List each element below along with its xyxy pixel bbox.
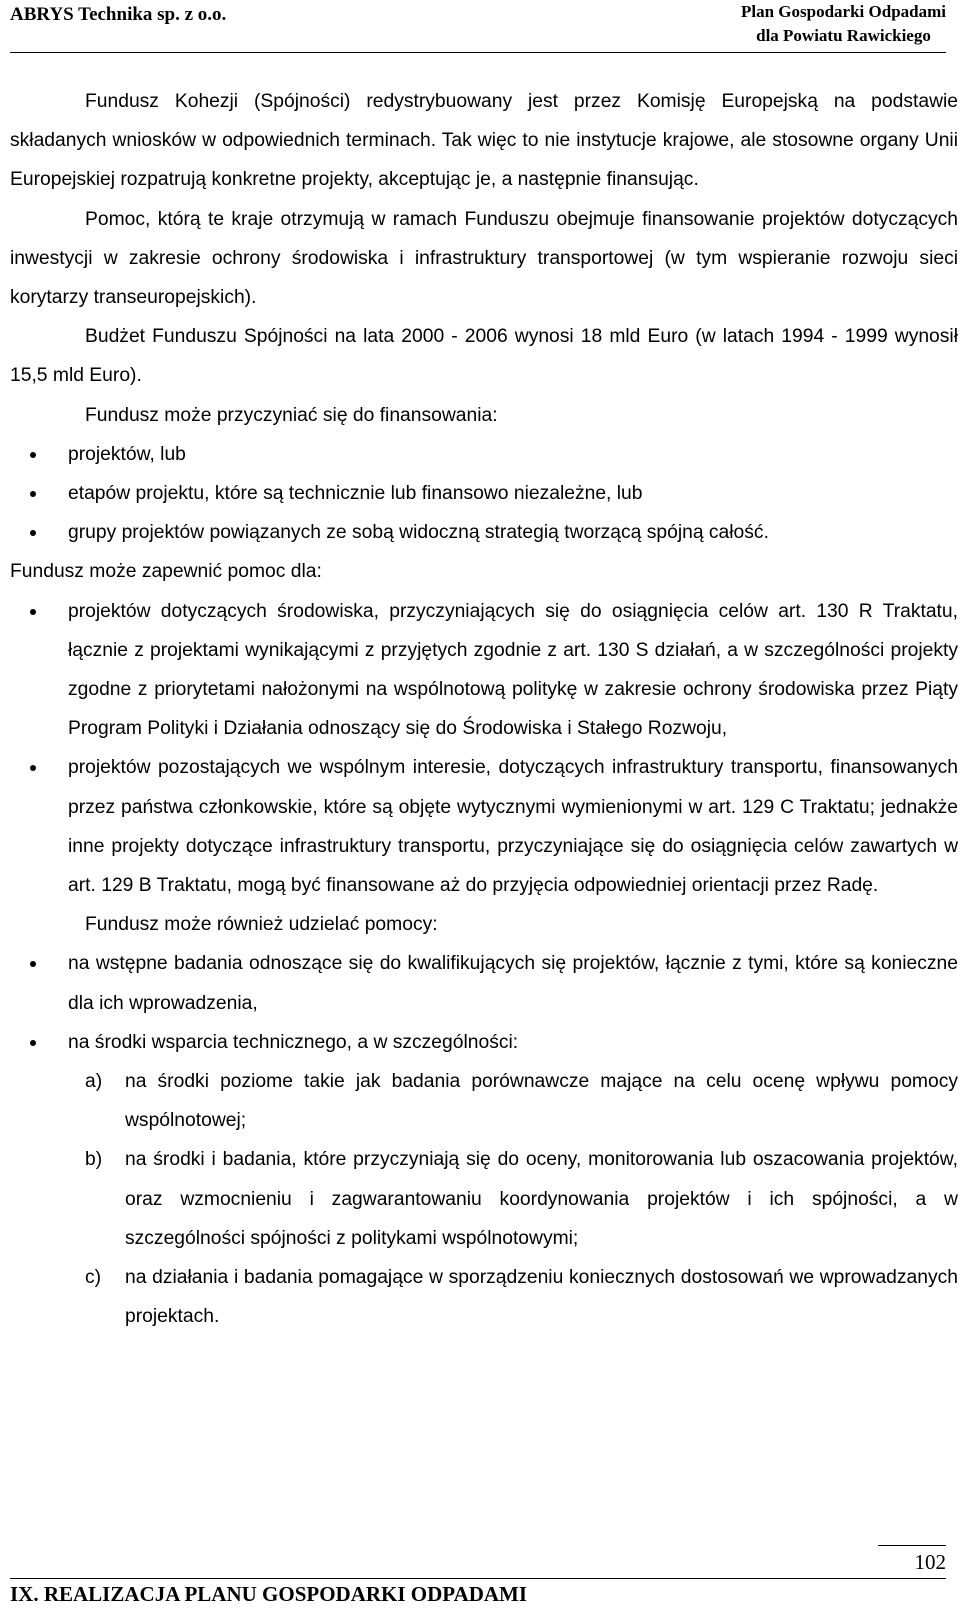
page-header (10, 0, 946, 53)
sublist-marker: a) (85, 1071, 103, 1093)
sublist-item (68, 1140, 958, 1258)
financing-list (10, 435, 958, 553)
company-name: ABRYS Technika sp. z o.o. (10, 4, 227, 25)
list-item: projektów dotyczących środowiska, przyczyniających się do osiągnięcia celów art. 130 R Traktatu, łącznie z projektami wynikającymi z przyjętych zgodnie z art. 130 S działań, a w szczególności projekty zgodne z priorytetami nałożonymi na wspólnotową politykę w zakresie ochrony środowiska przez Piąty Program Polityki i Działania odnoszący się do Środowiska i Stałego Rozwoju, (10, 592, 958, 749)
sublist-item (68, 1062, 958, 1140)
technical-support-sublist (10, 1062, 958, 1336)
page-number: 102 (914, 1550, 946, 1574)
sublist-item (68, 1258, 958, 1336)
document-title-line-2: dla Powiatu Rawickiego (756, 26, 931, 45)
paragraph-financing-intro: Fundusz może przyczyniać się do finansowania: (85, 404, 498, 426)
chapter-title: IX. REALIZACJA PLANU GOSPODARKI ODPADAMI (10, 1582, 528, 1606)
sublist-text: na środki poziome takie jak badania porównawcze mające na celu ocenę wpływu pomocy wspólnotowej; (125, 1071, 958, 1132)
document-title (741, 0, 946, 48)
sublist-text: na środki i badania, które przyczyniają się do oceny, monitorowania lub oszacowania projektów, oraz wzmocnieniu i zagwarantowaniu koordynowania projektów i ich spójności, a w szczególności spójności z politykami wspólnotowymi; (125, 1149, 958, 1249)
paragraph-additional-assistance-intro: Fundusz może również udzielać pomocy: (85, 914, 438, 936)
list-item: na wstępne badania odnoszące się do kwalifikujących się projektów, łącznie z tymi, które są konieczne dla ich wprowadzenia, (10, 944, 958, 1022)
additional-assistance-list (10, 944, 958, 1062)
paragraph-cohesion-fund: Fundusz Kohezji (Spójności) redystrybuowany jest przez Komisję Europejską na podstawie składanych wniosków w odpowiednich terminach. Tak więc to nie instytucje krajowe, ale stosowne organy Unii Europejskiej rozpatrują konkretne projekty, akceptując je, a następnie finansując. (10, 91, 958, 191)
page-number-rule (878, 1545, 946, 1546)
page-content (10, 82, 958, 1337)
document-title-line-1: Plan Gospodarki Odpadami (740, 2, 946, 21)
sublist-marker: b) (85, 1149, 103, 1171)
list-item: na środki wsparcia technicznego, a w szczególności: (10, 1023, 958, 1062)
sublist-text: na działania i badania pomagające w sporządzeniu koniecznych dostosowań we wprowadzanych projektach. (125, 1267, 958, 1328)
list-item: etapów projektu, które są technicznie lub finansowo niezależne, lub (10, 474, 958, 513)
sublist-marker: c) (85, 1267, 102, 1289)
list-item: projektów pozostających we wspólnym interesie, dotyczących infrastruktury transportu, finansowanych przez państwa członkowskie, które są objęte wytycznymi wymienionymi w art. 129 C Traktatu; jednakże inne projekty dotyczące infrastruktury transportu, przyczyniające się do osiągnięcia celów zawartych w art. 129 B Traktatu, mogą być finansowane aż do przyjęcia odpowiedniej orientacji przez Radę. (10, 748, 958, 905)
paragraph-assistance-intro: Fundusz może zapewnić pomoc dla: (10, 561, 322, 583)
list-item: projektów, lub (10, 435, 958, 474)
footer-divider (10, 1578, 946, 1579)
assistance-list (10, 592, 958, 906)
list-item: grupy projektów powiązanych ze sobą widoczną strategią tworzącą spójną całość. (10, 513, 958, 552)
paragraph-fund-scope: Pomoc, którą te kraje otrzymują w ramach Funduszu obejmuje finansowanie projektów dotyczących inwestycji w zakresie ochrony środowiska i infrastruktury transportowej (w tym wspieranie rozwoju sieci korytarzy transeuropejskich). (10, 208, 958, 309)
paragraph-fund-budget: Budżet Funduszu Spójności na lata 2000 - 2006 wynosi 18 mld Euro (w latach 1994 - 1999 wynosił 15,5 mld Euro). (10, 326, 958, 387)
